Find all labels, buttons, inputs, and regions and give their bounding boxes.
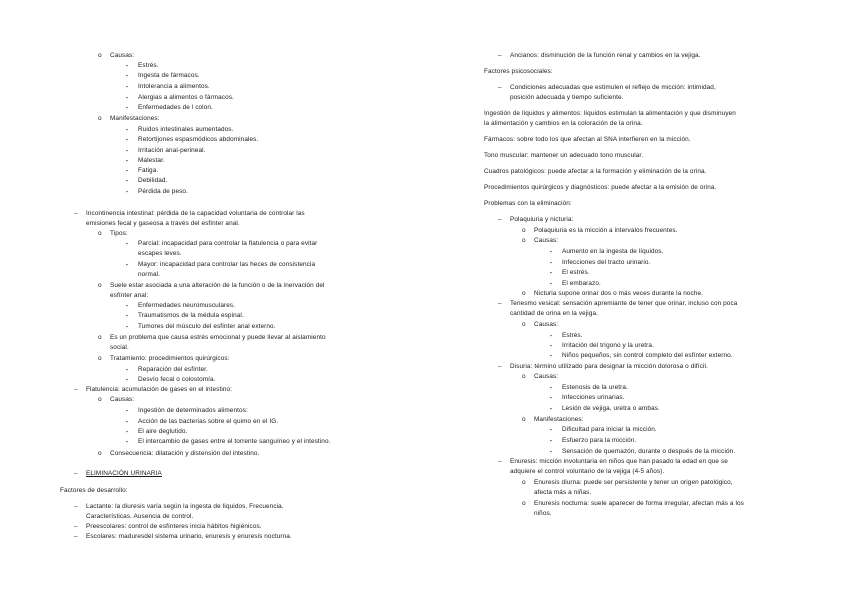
list-marker: ▪ <box>550 270 552 275</box>
text-line: adquiere el control voluntario de la vejiga (4-5 años). <box>510 468 665 475</box>
text-line: Irritación anal-perineal. <box>138 147 206 154</box>
text-line: Suele estar asociada a una alteración de la función o de la inervación del <box>110 282 325 289</box>
text-line: la alimentación y cambios en la coloración de la orina. <box>484 120 643 127</box>
list-marker: ▪ <box>126 73 128 78</box>
list-marker: – <box>74 523 78 530</box>
text-line: Causas: <box>534 321 559 328</box>
text-line: Ancianos: disminución de la función renal y cambios en la vejiga. <box>510 52 701 59</box>
list-marker: o <box>98 115 102 122</box>
text-line: niños. <box>534 510 552 517</box>
list-marker: ▪ <box>126 408 128 413</box>
list-marker: o <box>98 52 102 59</box>
list-marker: ▪ <box>126 178 128 183</box>
text-line: Traumatismos de la médula espinal. <box>138 312 244 319</box>
list-marker: – <box>498 84 502 91</box>
list-marker: – <box>74 503 78 510</box>
text-line: Lactante: la diuresis varía según la ingesta de líquidos. Frecuencia. <box>86 503 284 510</box>
text-line: Problemas con la eliminación: <box>484 200 572 207</box>
list-marker: ▪ <box>550 438 552 443</box>
list-marker: ▪ <box>550 260 552 265</box>
text-line: Ingestión de determinados alimentos: <box>138 407 248 414</box>
list-marker: – <box>74 386 78 393</box>
text-line: Estenosis de la uretra. <box>562 384 628 391</box>
list-marker: – <box>498 363 502 370</box>
text-line: Fatiga. <box>138 167 159 174</box>
text-line: Tumores del músculo del esfínter anal externo. <box>138 323 276 330</box>
text-line: Dificultad para iniciar la micción. <box>562 426 657 433</box>
list-marker: ▪ <box>550 343 552 348</box>
text-line: Aumento en la ingesta de líquidos. <box>562 248 664 255</box>
text-line: Tono muscular: mantener un adecuado tono muscular. <box>484 152 644 159</box>
text-line: Tenesmo vesical: sensación apremiante de tener que orinar, incluso con poca <box>510 300 738 307</box>
list-marker: ▪ <box>126 189 128 194</box>
text-line: Ingesta de fármacos. <box>138 72 200 79</box>
text-line: cantidad de orina en la vejiga. <box>510 310 599 317</box>
list-marker: ▪ <box>126 127 128 132</box>
text-line: Enfermedades de l colon. <box>138 104 213 111</box>
text-line: Lesión de vejiga, uretra o ambas. <box>562 405 660 412</box>
text-line: Intolerancia a alimentos. <box>138 83 210 90</box>
list-marker: ▪ <box>126 95 128 100</box>
list-marker: ▪ <box>126 262 128 267</box>
list-marker: – <box>74 210 78 217</box>
list-marker: – <box>498 52 502 59</box>
text-line: Consecuencia: dilatación y distensión del intestino. <box>110 450 260 457</box>
text-line: El aire deglutido. <box>138 428 188 435</box>
text-line: Infecciones del tracto urinario. <box>562 259 651 266</box>
list-marker: o <box>98 230 102 237</box>
list-marker: ▪ <box>126 84 128 89</box>
list-marker: o <box>522 237 526 244</box>
text-line: Nicturia supone orinar dos o más veces durante la noche. <box>534 290 704 297</box>
text-line: Flatulencia: acumulación de gases en el intestino: <box>86 386 233 393</box>
text-line: esfínter anal: <box>110 292 149 299</box>
list-marker: o <box>522 321 526 328</box>
list-marker: ▪ <box>126 429 128 434</box>
text-line: Ingestión de líquidos y alimentos: líquidos estimulan la alimentación y que disminuyen <box>484 110 736 117</box>
text-line: Causas: <box>534 373 559 380</box>
list-marker: ▪ <box>126 367 128 372</box>
text-line: Disuria: término utilizado para designar la micción dolorosa o difícil. <box>510 363 708 370</box>
section-heading: ELIMINACIÓN URINARIA <box>86 470 162 477</box>
list-marker: o <box>522 227 526 234</box>
text-line: Enuresis diurna: puede ser persistente y tener un origen patológico, <box>534 479 733 486</box>
list-marker: o <box>522 479 526 486</box>
text-line: Fármacos: sobre todo los que afectan al SNA interfieren en la micción. <box>484 136 691 143</box>
list-marker: ▪ <box>126 63 128 68</box>
list-marker: ▪ <box>550 395 552 400</box>
text-line: Enfermedades neuromusculares. <box>138 302 236 309</box>
list-marker: ▪ <box>550 353 552 358</box>
text-line: El intercambio de gases entre el torrente sanguíneo y el intestino. <box>138 438 331 445</box>
list-marker: ▪ <box>126 148 128 153</box>
list-marker: ▪ <box>126 324 128 329</box>
text-line: Cuadros patológicos: puede afectar a la formación y eliminación de la orina. <box>484 168 707 175</box>
text-line: Desvío fecal o colostomía. <box>138 376 216 383</box>
list-marker: ▪ <box>126 241 128 246</box>
list-marker: ▪ <box>126 158 128 163</box>
text-line: Infecciones urinarias. <box>562 394 625 401</box>
list-marker: – <box>74 470 78 477</box>
list-marker: o <box>98 282 102 289</box>
text-line: Retortijones espasmódicos abdominales. <box>138 136 259 143</box>
list-marker: ▪ <box>126 168 128 173</box>
list-marker: o <box>98 355 102 362</box>
text-line: Es un problema que causa estrés emocional y puede llevar al aislamiento <box>110 334 326 341</box>
text-line: Causas: <box>534 237 559 244</box>
text-line: El estrés. <box>562 269 590 276</box>
list-marker: o <box>522 416 526 423</box>
text-line: El embarazo. <box>562 280 601 287</box>
list-marker: ▪ <box>550 281 552 286</box>
text-line: Pérdida de peso. <box>138 188 188 195</box>
text-line: Incontinencia intestinal: pérdida de la capacidad voluntaria de controlar las <box>86 210 305 217</box>
list-marker: o <box>98 396 102 403</box>
list-marker: o <box>522 373 526 380</box>
text-line: Alergias a alimentos o fármacos. <box>138 94 234 101</box>
text-line: Factores psicosociales: <box>484 68 553 75</box>
text-line: Debilidad. <box>138 177 168 184</box>
list-marker: – <box>498 458 502 465</box>
list-marker: – <box>498 300 502 307</box>
text-line: Enuresis nocturna: suele aparecer de forma irregular, afectan más a los <box>534 500 744 507</box>
text-line: Tipos: <box>110 230 128 237</box>
text-line: Condiciones adecuadas que estimulen el reflejo de micción: intimidad, <box>510 84 716 91</box>
text-line: Ruidos intestinales aumentados. <box>138 126 234 133</box>
text-line: Polaquiuria es la micción a intervalos frecuentes. <box>534 227 678 234</box>
list-marker: ▪ <box>126 377 128 382</box>
text-line: Sensación de quemazón, durante o después de la micción. <box>562 448 736 455</box>
list-marker: ▪ <box>550 406 552 411</box>
text-line: Estrés. <box>562 332 583 339</box>
text-line: Estrés. <box>138 62 159 69</box>
text-line: Acción de las bacterias sobre el quimo en el IG. <box>138 418 279 425</box>
text-line: Características. Ausencia de control. <box>86 513 194 520</box>
text-line: escapes leves. <box>138 250 182 257</box>
text-line: Factores de desarrollo: <box>60 487 128 494</box>
text-line: Causas: <box>110 52 135 59</box>
list-marker: – <box>74 533 78 540</box>
list-marker: ▪ <box>126 105 128 110</box>
text-line: Enuresis: micción involuntaria en niños que han pasado la edad en que se <box>510 458 728 465</box>
text-line: posición adecuada y tiempo suficiente. <box>510 94 624 101</box>
list-marker: o <box>98 334 102 341</box>
list-marker: ▪ <box>550 385 552 390</box>
text-line: Mayor: incapacidad para controlar las heces de consistencia <box>138 261 316 268</box>
text-line: Esfuerzo para la micción. <box>562 437 637 444</box>
text-line: social. <box>110 344 129 351</box>
text-line: Niños pequeños, sin control completo del esfínter externo. <box>562 352 733 359</box>
list-marker: ▪ <box>550 427 552 432</box>
text-line: Escolares: maduresdel sistema urinario, enuresis y enuresis nocturna. <box>86 533 292 540</box>
text-line: Irritación del trígono y la uretra. <box>562 342 654 349</box>
list-marker: ▪ <box>126 137 128 142</box>
list-marker: ▪ <box>126 419 128 424</box>
list-marker: ▪ <box>550 249 552 254</box>
text-line: Parcial: incapacidad para controlar la flatulencia o para evitar <box>138 240 318 247</box>
text-line: emisiones fecal y gaseosa a través del esfínter anal. <box>86 220 240 227</box>
text-line: Manifestaciones: <box>110 115 160 122</box>
text-line: Procedimientos quirúrgicos y diagnósticos: puede afectar a la emisión de orina. <box>484 184 717 191</box>
list-marker: – <box>498 216 502 223</box>
list-marker: ▪ <box>550 449 552 454</box>
text-line: Preescolares: control de esfínteres inicia hábitos higiénicos. <box>86 523 262 530</box>
list-marker: ▪ <box>126 439 128 444</box>
text-line: Manifestaciones: <box>534 416 584 423</box>
list-marker: o <box>522 500 526 507</box>
text-line: afecta más a niñas. <box>534 489 592 496</box>
text-line: Causas: <box>110 396 135 403</box>
text-line: Reparación del esfínter. <box>138 366 208 373</box>
list-marker: ▪ <box>550 333 552 338</box>
text-line: normal. <box>138 271 161 278</box>
list-marker: o <box>98 450 102 457</box>
text-line: Malestar. <box>138 157 165 164</box>
list-marker: o <box>522 290 526 297</box>
text-line: Tratamiento: procedimientos quirúrgicos: <box>110 355 230 362</box>
list-marker: ▪ <box>126 313 128 318</box>
text-line: Polaquiuria y nicturia: <box>510 216 574 223</box>
list-marker: ▪ <box>126 303 128 308</box>
